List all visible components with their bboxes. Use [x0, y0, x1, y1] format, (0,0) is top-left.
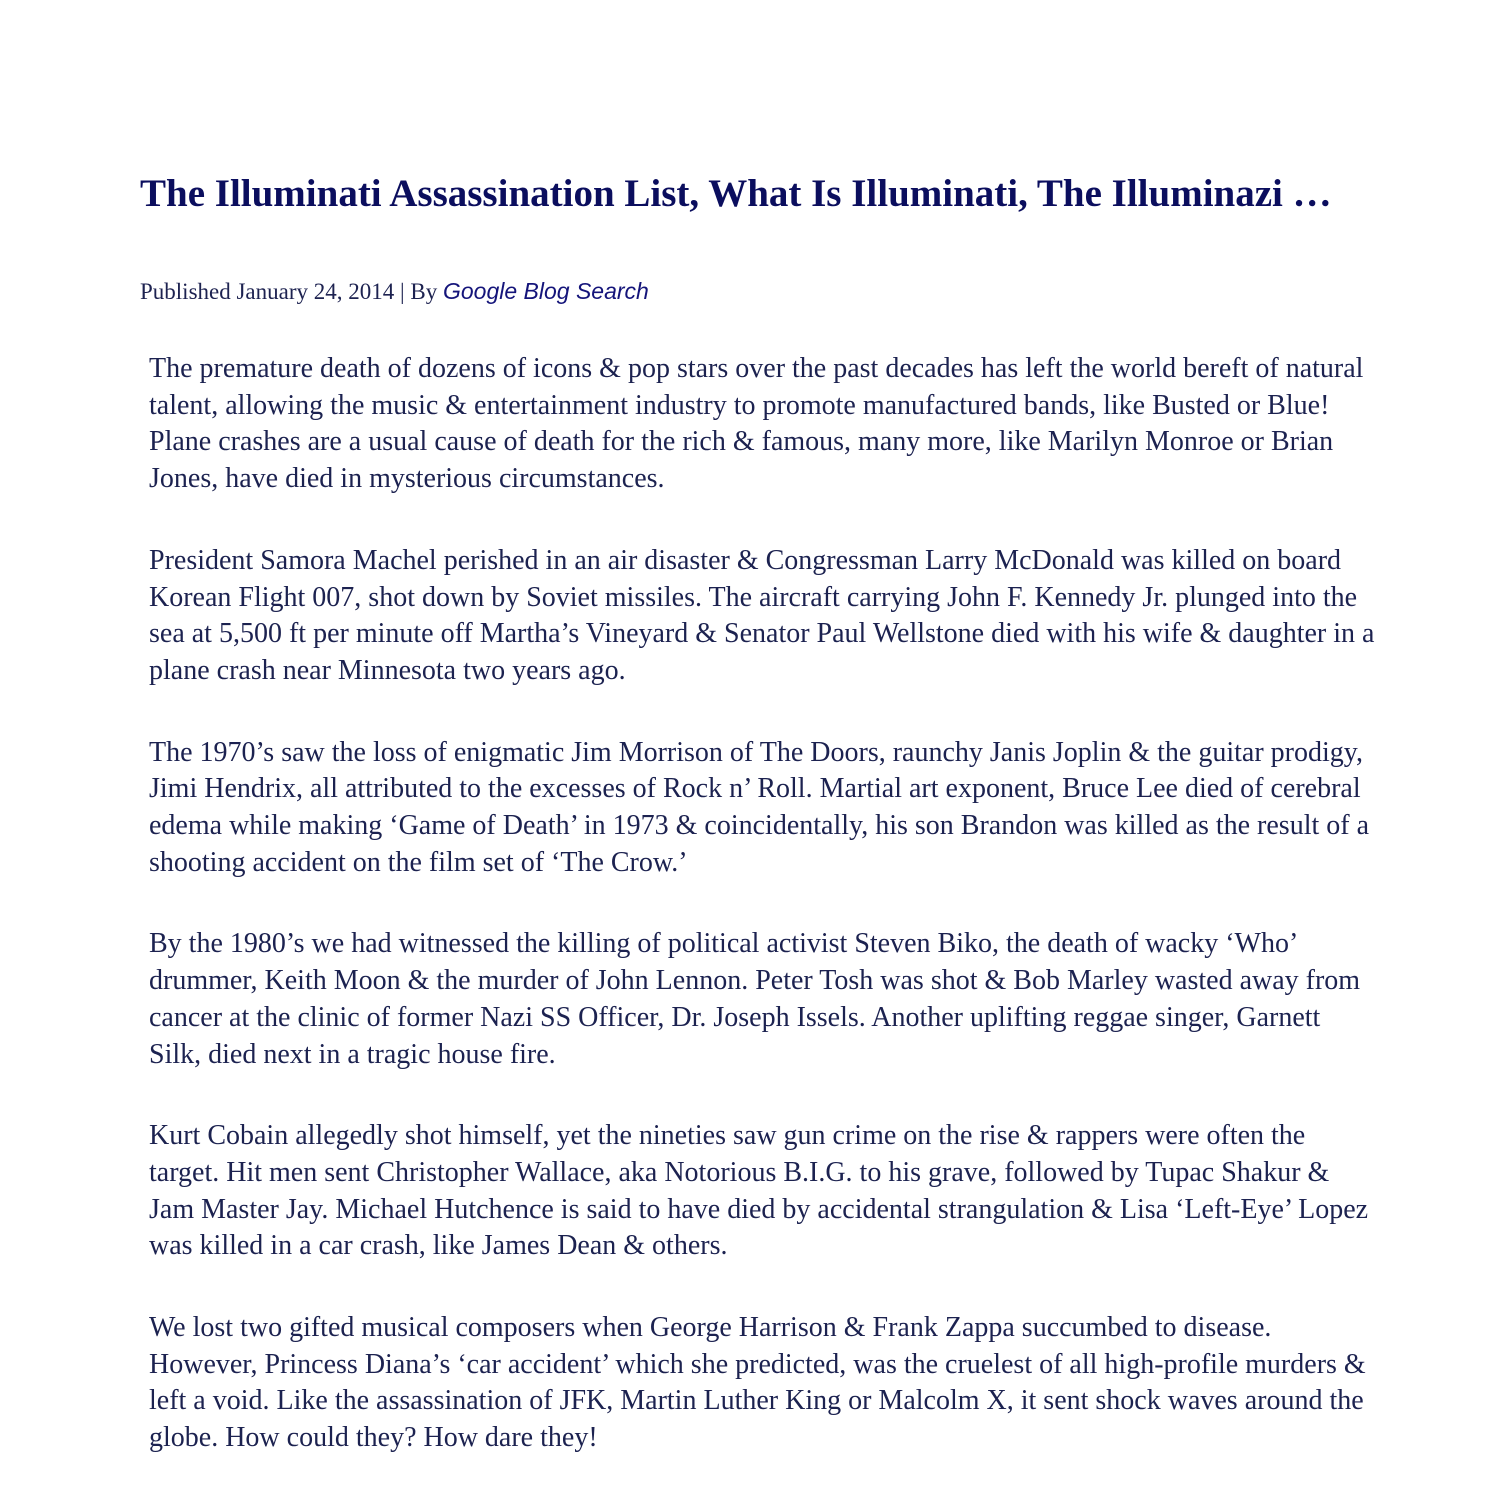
- paragraph: The premature death of dozens of icons & pop stars over the past decades has left the world bereft of natural talent, allowing the music & entertainment industry to promote manufactured bands, like Busted or Blue! Plane crashes are a usual cause of death for the rich & famous, many more, like Marilyn Monroe or Brian Jones, have died in mysterious circumstances.: [149, 353, 1364, 495]
- paragraph: We lost two gifted musical composers when George Harrison & Frank Zappa succumbed to disease. However, Princess Diana’s ‘car accident’ which she predicted, was the cruelest of all high-profile murders & left a void. Like the assassination of JFK, Martin Luther King or Malcolm X, it sent shock waves around the globe. How could they? How dare they!: [149, 1312, 1366, 1454]
- paragraph: The 1970’s saw the loss of enigmatic Jim Morrison of The Doors, raunchy Janis Joplin & the guitar prodigy, Jimi Hendrix, all attributed to the excesses of Rock n’ Roll. Martial art exponent, Bruce Lee died of cerebral edema while making ‘Game of Death’ in 1973 & coincidentally, his son Brandon was killed as the result of a shooting accident on the film set of ‘The Crow.’: [149, 736, 1370, 878]
- author-link[interactable]: Google Blog Search: [442, 278, 649, 304]
- article-body: [149, 351, 1379, 1502]
- paragraph: President Samora Machel perished in an air disaster & Congressman Larry McDonald was killed on board Korean Flight 007, shot down by Soviet missiles. The aircraft carrying John F. Kennedy Jr. plunged into the sea at 5,500 ft per minute off Martha’s Vineyard & Senator Paul Wellstone died with his wife & daughter in a plane crash near Minnesota two years ago.: [149, 544, 1375, 686]
- paragraph: Kurt Cobain allegedly shot himself, yet the nineties saw gun crime on the rise & rappers were often the target. Hit men sent Christopher Wallace, aka Notorious B.I.G. to his grave, followed by Tupac Shakur & Jam Master Jay. Michael Hutchence is said to have died by accidental strangulation & Lisa ‘Left-Eye’ Lopez was killed in a car crash, like James Dean & others.: [149, 1120, 1369, 1262]
- byline-separator: | By: [394, 279, 443, 304]
- article-meta: [140, 276, 649, 307]
- paragraph: By the 1980’s we had witnessed the killing of political activist Steven Biko, the death of wacky ‘Who’ drummer, Keith Moon & the murder of John Lennon. Peter Tosh was shot & Bob Marley wasted away from cancer at the clinic of former Nazi SS Officer, Dr. Joseph Issels. Another uplifting reggae singer, Garnett Silk, died next in a tragic house fire.: [149, 928, 1361, 1070]
- published-date: January 24, 2014: [236, 279, 395, 304]
- article-title: The Illuminati Assassination List, What Is Illuminati, The Illuminazi …: [140, 172, 1332, 215]
- published-label: Published: [140, 279, 237, 304]
